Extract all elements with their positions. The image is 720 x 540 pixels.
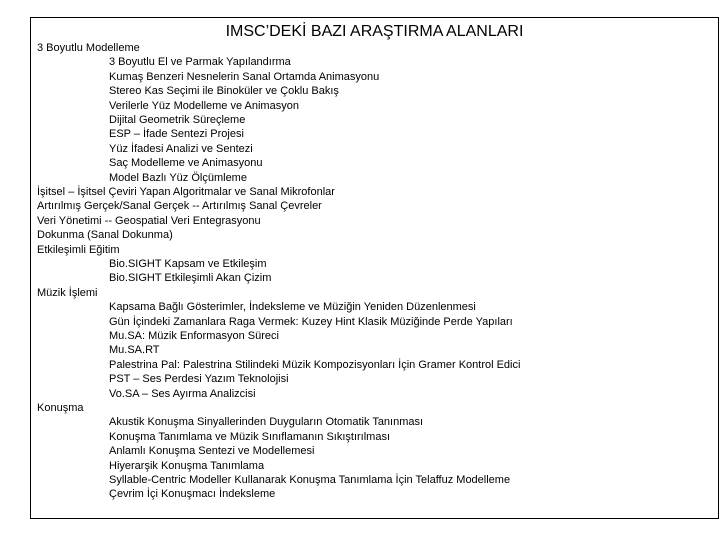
- list-item: Saç Modelleme ve Animasyonu: [109, 157, 263, 170]
- section-heading: Konuşma: [37, 402, 84, 414]
- section-heading: Dokunma (Sanal Dokunma): [37, 229, 173, 242]
- list-item: 3 Boyutlu El ve Parmak Yapılandırma: [109, 56, 291, 69]
- list-item: Kapsama Bağlı Gösterimler, İndeksleme ve Müziğin Yeniden Düzenlenmesi: [109, 301, 476, 314]
- list-item: Stereo Kas Seçimi ile Binoküler ve Çoklu Bakış: [109, 85, 339, 98]
- list-item: Kumaş Benzeri Nesnelerin Sanal Ortamda Animasyonu: [109, 70, 380, 83]
- list-item: Palestrina Pal: Palestrina Stilindeki Müzik Kompozisyonları İçin Gramer Kontrol Edici: [109, 358, 521, 371]
- list-item: Model Bazlı Yüz Ölçümleme: [109, 171, 247, 184]
- list-item: PST – Ses Perdesi Yazım Teknolojisi: [109, 373, 289, 386]
- list-item: Konuşma Tanımlama ve Müzik Sınıflamanın Sıkıştırılması: [109, 430, 391, 443]
- list-item: Vo.SA – Ses Ayırma Analizcisi: [109, 387, 256, 400]
- list-item: Hiyerarşik Konuşma Tanımlama: [109, 459, 265, 472]
- slide-title: IMSC’DEKİ BAZI ARAŞTIRMA ALANLARI: [225, 23, 524, 40]
- list-item: ESP – İfade Sentezi Projesi: [109, 128, 244, 141]
- list-item: Yüz İfadesi Analizi ve Sentezi: [109, 142, 253, 155]
- list-item: Çevrim İçi Konuşmacı İndeksleme: [109, 488, 276, 501]
- list-item: Verilerle Yüz Modelleme ve Animasyon: [109, 99, 299, 112]
- list-item: Mu.SA: Müzik Enformasyon Süreci: [109, 330, 279, 342]
- list-item: Dijital Geometrik Süreçleme: [109, 114, 246, 126]
- list-item: Gün İçindeki Zamanlara Raga Vermek: Kuzey Hint Klasik Müziğinde Perde Yapıları: [109, 315, 513, 328]
- list-item: Akustik Konuşma Sinyallerinden Duyguların Otomatik Tanınması: [109, 416, 424, 429]
- section-heading: İşitsel – İşitsel Çeviri Yapan Algoritmalar ve Sanal Mikrofonlar: [37, 186, 335, 198]
- list-item: Mu.SA.RT: [109, 344, 160, 357]
- section-heading: Veri Yönetimi -- Geospatial Veri Entegrasyonu: [37, 214, 261, 227]
- list-item: Bio.SIGHT Kapsam ve Etkileşim: [109, 258, 267, 270]
- section-heading: Artırılmış Gerçek/Sanal Gerçek -- Artırılmış Sanal Çevreler: [37, 200, 322, 213]
- list-item: Anlamlı Konuşma Sentezi ve Modellemesi: [109, 445, 315, 458]
- section-heading: 3 Boyutlu Modelleme: [37, 42, 140, 54]
- list-item: Bio.SIGHT Etkileşimli Akan Çizim: [109, 272, 272, 285]
- list-item: Syllable-Centric Modeller Kullanarak Konuşma Tanımlama İçin Telaffuz Modelleme: [109, 474, 511, 486]
- section-heading: Müzik İşlemi: [37, 286, 98, 299]
- section-heading: Etkileşimli Eğitim: [37, 243, 120, 256]
